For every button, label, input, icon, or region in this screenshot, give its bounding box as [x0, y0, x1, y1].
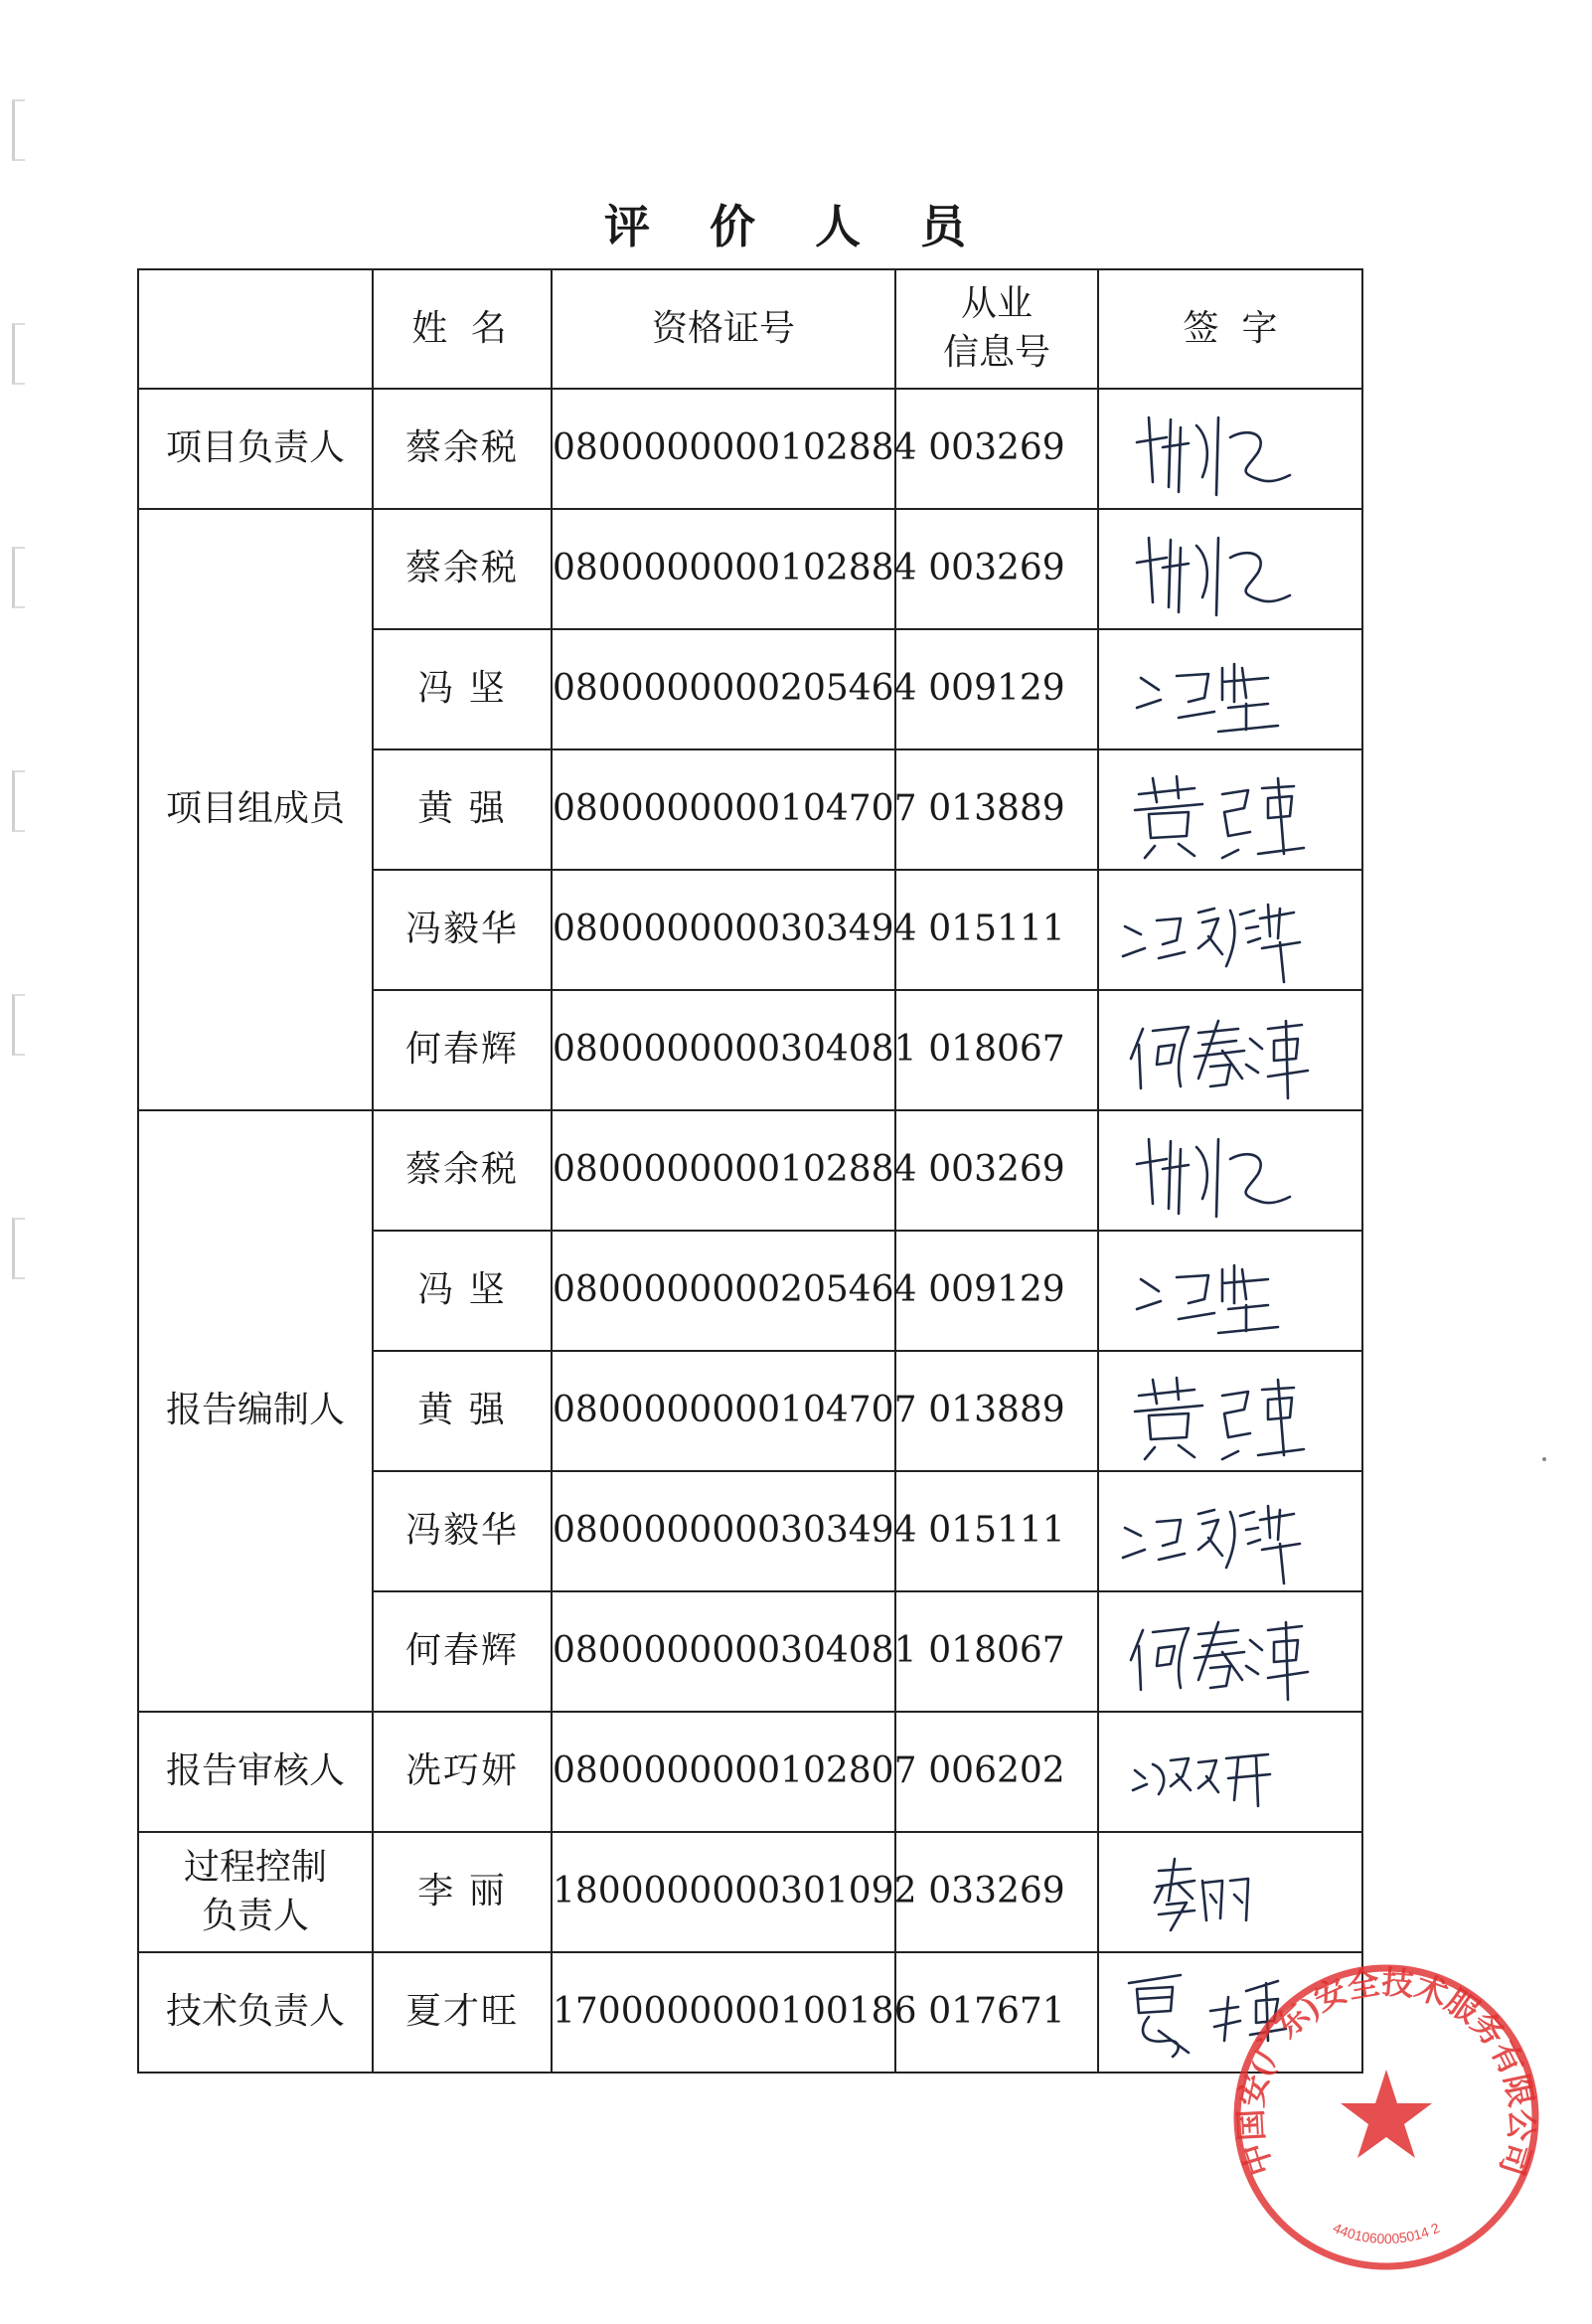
cert-cell: 0800000000102884 — [552, 1110, 895, 1231]
table-row — [138, 509, 1362, 629]
name-cell: 夏才旺 — [373, 1952, 552, 2073]
name-cell: 蔡余税 — [373, 1110, 552, 1231]
info-cell: 017671 — [895, 1952, 1098, 2073]
scan-edge-mark — [12, 770, 25, 832]
signature-li-li — [1119, 1841, 1318, 1945]
name-cell: 何春辉 — [373, 1591, 552, 1712]
cert-cell: 0800000000205464 — [552, 1231, 895, 1351]
signature-cell — [1098, 1231, 1362, 1351]
cert-cell: 1800000000301092 — [552, 1832, 895, 1952]
table-row — [138, 1110, 1362, 1231]
scan-edge-mark — [12, 323, 25, 385]
cert-cell: 0800000000104707 — [552, 749, 895, 870]
signature-cell — [1098, 870, 1362, 990]
signature-feng-yihua — [1119, 879, 1318, 983]
scan-edge-mark — [12, 547, 25, 608]
name-cell: 冯毅华 — [373, 870, 552, 990]
name-cell: 冯 坚 — [373, 629, 552, 749]
table-row — [138, 1952, 1362, 2073]
role-cell: 报告审核人 — [138, 1712, 373, 1832]
info-cell: 003269 — [895, 1110, 1098, 1231]
signature-cai — [1119, 518, 1318, 622]
name-cell: 黄 强 — [373, 1351, 552, 1471]
role-cell — [138, 1832, 373, 1952]
name-cell: 冯 坚 — [373, 1231, 552, 1351]
info-cell: 033269 — [895, 1832, 1098, 1952]
header-info-line2: 信息号 — [942, 332, 1050, 373]
header-name: 姓 名 — [373, 269, 552, 389]
name-cell: 冼巧妍 — [373, 1712, 552, 1832]
info-cell: 003269 — [895, 509, 1098, 629]
name-cell: 蔡余税 — [373, 389, 552, 509]
cert-cell: 0800000000102807 — [552, 1712, 895, 1832]
info-cell: 015111 — [895, 1471, 1098, 1591]
info-cell: 003269 — [895, 389, 1098, 509]
seal-number: 4401060005014 2 — [1331, 2219, 1442, 2247]
signature-feng-jian — [1119, 1240, 1318, 1344]
role-cell: 项目组成员 — [138, 509, 373, 1110]
role-line1: 过程控制 — [183, 1846, 327, 1888]
signature-cell — [1098, 1351, 1362, 1471]
cert-cell: 0800000000303494 — [552, 870, 895, 990]
svg-text:4401060005014 2 — [1331, 2220, 1442, 2246]
signature-huang-qiang — [1119, 758, 1318, 863]
role-line2: 负责人 — [201, 1895, 309, 1936]
signature-cai — [1119, 1119, 1318, 1224]
signature-cell — [1098, 749, 1362, 870]
page-title: 评 价 人 员 — [603, 200, 989, 253]
table-header-row — [138, 269, 1362, 389]
scan-edge-mark — [12, 99, 25, 161]
table-row — [138, 1712, 1362, 1832]
info-cell: 013889 — [895, 1351, 1098, 1471]
scan-edge-mark — [12, 994, 25, 1056]
signature-cell — [1098, 389, 1362, 509]
cert-cell: 1700000000100186 — [552, 1952, 895, 2073]
info-cell: 018067 — [895, 990, 1098, 1110]
name-cell: 李 丽 — [373, 1832, 552, 1952]
signature-cell — [1098, 1591, 1362, 1712]
info-cell: 018067 — [895, 1591, 1098, 1712]
signature-cai — [1119, 398, 1318, 502]
name-cell: 蔡余税 — [373, 509, 552, 629]
header-info — [895, 269, 1098, 389]
cert-cell: 0800000000205464 — [552, 629, 895, 749]
cert-cell: 0800000000304081 — [552, 990, 895, 1110]
signature-xian-qiaoyan — [1119, 1721, 1318, 1825]
cert-cell: 0800000000102884 — [552, 509, 895, 629]
cert-cell: 0800000000303494 — [552, 1471, 895, 1591]
signature-cell — [1098, 990, 1362, 1110]
table-row — [138, 1832, 1362, 1952]
info-cell: 009129 — [895, 1231, 1098, 1351]
signature-cell — [1098, 509, 1362, 629]
official-seal — [1217, 1948, 1555, 2286]
info-cell: 013889 — [895, 749, 1098, 870]
signature-cell — [1098, 1712, 1362, 1832]
signature-cell — [1098, 1110, 1362, 1231]
role-cell: 项目负责人 — [138, 389, 373, 509]
cert-cell: 0800000000104707 — [552, 1351, 895, 1471]
scan-speck — [1542, 1457, 1546, 1461]
seal-text: 中国安(广东)安全技术服务有限公司 — [1232, 1963, 1540, 2180]
info-cell: 015111 — [895, 870, 1098, 990]
signature-huang-qiang — [1119, 1360, 1318, 1464]
header-role — [138, 269, 373, 389]
signature-feng-jian — [1119, 638, 1318, 743]
cert-cell: 0800000000304081 — [552, 1591, 895, 1712]
personnel-table — [137, 268, 1363, 2074]
role-cell: 报告编制人 — [138, 1110, 373, 1712]
signature-feng-yihua — [1119, 1480, 1318, 1584]
signature-cell — [1098, 629, 1362, 749]
signature-he-chunhui — [1119, 999, 1318, 1103]
signature-cell — [1098, 1832, 1362, 1952]
header-sign: 签 字 — [1098, 269, 1362, 389]
header-cert: 资格证号 — [552, 269, 895, 389]
name-cell: 冯毅华 — [373, 1471, 552, 1591]
info-cell: 009129 — [895, 629, 1098, 749]
table-row — [138, 389, 1362, 509]
name-cell: 黄 强 — [373, 749, 552, 870]
header-info-line1: 从业 — [960, 283, 1033, 325]
name-cell: 何春辉 — [373, 990, 552, 1110]
seal-star-icon — [1341, 2070, 1432, 2158]
info-cell: 006202 — [895, 1712, 1098, 1832]
scan-edge-mark — [12, 1218, 25, 1279]
signature-cell — [1098, 1471, 1362, 1591]
role-cell: 技术负责人 — [138, 1952, 373, 2073]
cert-cell: 0800000000102884 — [552, 389, 895, 509]
signature-he-chunhui — [1119, 1600, 1318, 1705]
